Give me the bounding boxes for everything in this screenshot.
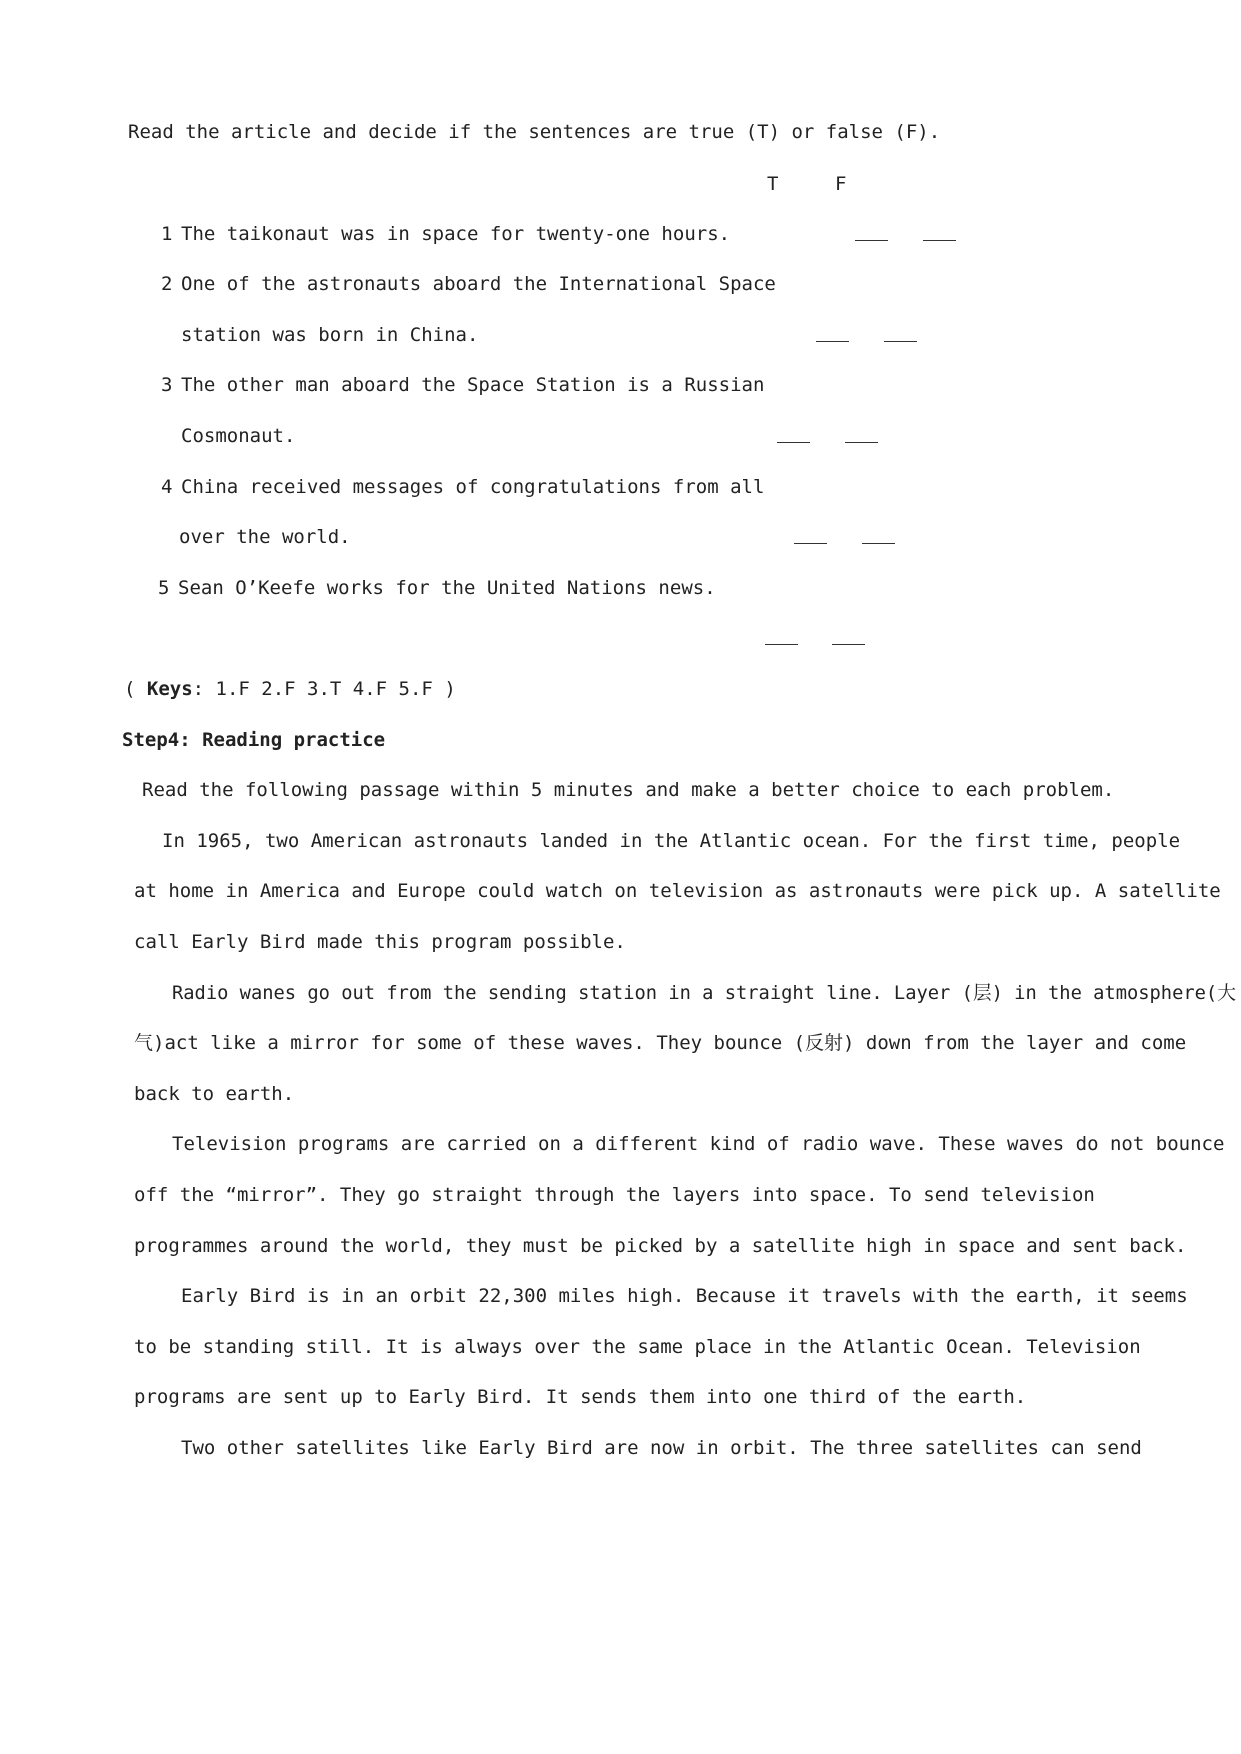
item-number: 3 [161,374,173,396]
false-answer-blank[interactable] [832,644,865,645]
item-text-continued: station was born in China. [181,324,479,346]
false-answer-blank[interactable] [845,442,878,443]
item-text: China received messages of congratulations from all [181,476,765,498]
exercise-instruction: Read the article and decide if the sentences are true (T) or false (F). [128,121,941,143]
passage-line: to be standing still. It is always over the same place in the Atlantic Ocean. Television [134,1336,1141,1358]
item-text-continued: over the world. [179,526,351,548]
false-answer-blank[interactable] [923,240,956,241]
true-answer-blank[interactable] [777,442,810,443]
true-answer-blank[interactable] [816,341,849,342]
item-text: The other man aboard the Space Station is a Russian [181,374,765,396]
false-answer-blank[interactable] [884,341,917,342]
column-header-true: T [767,173,779,195]
step4-heading: Step4: Reading practice [122,729,386,751]
step4-instruction: Read the following passage within 5 minutes and make a better choice to each problem. [142,779,1115,801]
column-header-false: F [835,173,847,195]
item-text: One of the astronauts aboard the International Space [181,273,776,295]
passage-line: call Early Bird made this program possible. [134,931,626,953]
passage-line: back to earth. [134,1083,295,1105]
passage-line: off the “mirror”. They go straight through the layers into space. To send television [134,1184,1095,1206]
passage-line: programs are sent up to Early Bird. It sends them into one third of the earth. [134,1386,1027,1408]
false-answer-blank[interactable] [862,543,895,544]
passage-line: Radio wanes go out from the sending station in a straight line. Layer (层) in the atmosphere(大 [172,982,1236,1004]
item-text-continued: Cosmonaut. [181,425,296,447]
passage-line: Two other satellites like Early Bird are now in orbit. The three satellites can send [181,1437,1142,1459]
answer-keys [124,677,456,701]
item-text: Sean O’Keefe works for the United Nations news. [178,577,716,599]
true-answer-blank[interactable] [794,543,827,544]
item-number: 5 [158,577,170,599]
passage-line: Television programs are carried on a different kind of radio wave. These waves do not bounce [172,1133,1225,1155]
passage-line: at home in America and Europe could watch on television as astronauts were pick up. A satellite [134,880,1221,902]
item-number: 1 [161,223,173,245]
keys-open-paren: ( [124,678,147,700]
keys-label: Keys [146,678,193,700]
passage-line: programmes around the world, they must be picked by a satellite high in space and sent back. [134,1235,1187,1257]
item-text: The taikonaut was in space for twenty-one hours. [181,223,731,245]
passage-line: Early Bird is in an orbit 22,300 miles high. Because it travels with the earth, it seems [181,1285,1188,1307]
true-answer-blank[interactable] [765,644,798,645]
item-number: 4 [161,476,173,498]
true-answer-blank[interactable] [855,240,888,241]
keys-values: : 1.F 2.F 3.T 4.F 5.F ) [192,678,456,700]
passage-line: In 1965, two American astronauts landed in the Atlantic ocean. For the first time, people [162,830,1181,852]
item-number: 2 [161,273,173,295]
passage-line: 气)act like a mirror for some of these waves. They bounce (反射) down from the layer and come [134,1032,1187,1054]
